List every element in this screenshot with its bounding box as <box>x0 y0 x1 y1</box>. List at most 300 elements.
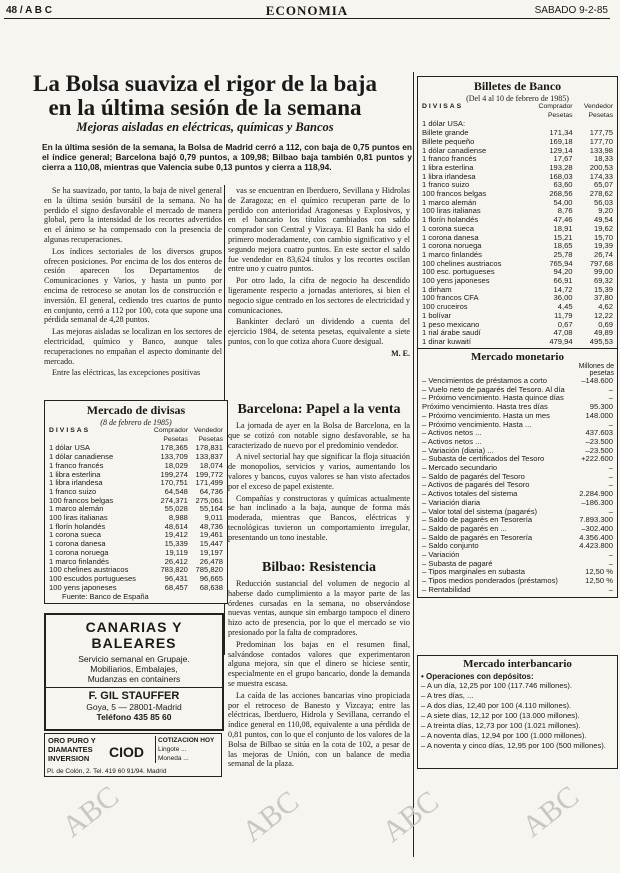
row-label: 1 corona sueca <box>49 531 101 540</box>
row-value: 47,08 <box>553 329 573 338</box>
ad-title-2: BALEARES <box>91 635 177 651</box>
paragraph: Las mejoras aisladas se localizan en los sectores de electricidad, químico y Banco, aunque tales recuperaciones no empañan el aspecto dominante del mercado. <box>44 327 222 366</box>
row-label: 100 escudos portugueses <box>49 574 136 583</box>
row-value: 19,62 <box>593 224 613 233</box>
table-row <box>48 523 224 532</box>
watermark: ABC <box>376 784 445 849</box>
row-value: 18,029 <box>164 461 188 470</box>
row-label: – Variación (diaria) ... <box>422 446 494 455</box>
interbancario-box <box>417 655 618 769</box>
table-row <box>421 216 614 225</box>
row-value: – <box>608 464 613 473</box>
row-value: 8,76 <box>557 207 573 216</box>
list-item: – A un día, 12,25 por 100 (117.746 millones). <box>421 681 572 690</box>
table-row <box>421 138 614 147</box>
row-label: – Variación diaria <box>422 498 481 507</box>
row-value: 69,32 <box>593 277 613 286</box>
row-label: – Valor total del sistema (pagarés) <box>422 507 538 516</box>
table-row <box>48 566 224 575</box>
row-label: 1 franco francés <box>49 461 104 470</box>
list-item: – A tres días, ... <box>421 691 474 700</box>
table-row <box>421 534 614 543</box>
table-row <box>421 525 614 534</box>
lead-paragraph: En la última sesión de la semana, la Bolsa de Madrid cerró a 112, con baja de 0,75 puntos en el índice general; Barcelona bajó 0,79 puntos, a 109,98; Bilbao baja también 0,81 puntos y cierra a 110,08, mientras que Valencia sube 0,13 puntos y cierra a 118,94. <box>42 142 412 172</box>
row-value: 133,98 <box>589 146 613 155</box>
row-label: 100 yens japoneses <box>49 583 117 592</box>
row-label: 1 franco suizo <box>49 487 97 496</box>
ad-line: Mudanzas en containers <box>87 674 181 684</box>
row-value: 26,412 <box>164 557 188 566</box>
row-value: 96,431 <box>164 574 188 583</box>
row-label: 100 francos belgas <box>49 496 114 505</box>
paragraph: Por otro lado, la cifra de negocio ha descendido ligeramente respecto a jornadas anteriores, si bien el negocio sigue centrado en los sectores de electricidad y comunicaciones. <box>228 276 410 315</box>
row-value: 148.000 <box>585 411 613 420</box>
row-value: 63,60 <box>553 181 573 190</box>
row-label: Billete pequeño <box>422 137 475 146</box>
table-row <box>421 386 614 395</box>
table-row <box>48 558 224 567</box>
table-row <box>421 294 614 303</box>
table-row <box>421 438 614 447</box>
row-label: – Subasta de pagaré <box>422 559 493 568</box>
row-value: 199,274 <box>160 470 188 479</box>
table-row <box>421 568 614 577</box>
paragraph: Se ha suavizado, por tanto, la baja de nivel general en la última sesión bursátil de la semana. No ha perdido el signo desfavorable el mercado de manera global, pero la intensidad de los recortes advertidos en el ánimo se ha compensado con la presencia de algunas recuperaciones. <box>44 186 222 244</box>
ad-address: Goya, 5 — 28001-Madrid <box>86 702 182 712</box>
row-label: 1 libra irlandesa <box>422 172 476 181</box>
table-row <box>421 481 614 490</box>
billetes-table <box>421 103 614 347</box>
cot-line: Lingote ... <box>158 746 187 753</box>
row-label: 1 corona sueca <box>422 224 474 233</box>
ad-line: Servicio semanal en Grupaje. <box>78 654 190 664</box>
row-label: 1 corona noruega <box>49 548 109 557</box>
row-value: 11,79 <box>554 311 573 320</box>
row-label: – Vencimientos de préstamos a corto <box>422 377 547 385</box>
barcelona-section <box>228 402 410 545</box>
row-label: – Saldo conjunto <box>422 542 479 551</box>
row-value: 4.423.800 <box>579 542 613 551</box>
row-label: 1 dólar canadiense <box>49 453 114 462</box>
table-row <box>48 479 224 488</box>
row-label: – Rentabilidad <box>422 585 471 594</box>
interbancario-title: Mercado interbancario <box>463 658 572 670</box>
oro-line: INVERSION <box>48 754 90 763</box>
table-row <box>421 164 614 173</box>
oro-line: ORO PURO Y <box>48 736 96 745</box>
table-row <box>48 462 224 471</box>
row-value: 12,50 % <box>585 568 613 577</box>
row-label: 1 corona noruega <box>422 242 482 251</box>
row-value <box>574 120 614 129</box>
paragraph: Reducción sustancial del volumen de negocio al haberse dado cumplimiento a la mayor parte de las órdenes cursadas en la semana, no observándose nuevas ventas, aunque sin embargo tampoco el dinero hizo acto de presencia, por lo que el mercado se vio presionado por la falta de compradores. <box>228 579 410 637</box>
table-row <box>48 584 224 593</box>
watermark: ABC <box>236 784 305 849</box>
page-header <box>4 4 610 19</box>
row-label: 1 florín holandés <box>422 216 479 225</box>
row-value: 19,461 <box>199 531 223 540</box>
row-value: 4,62 <box>598 303 613 312</box>
row-label: 100 chelines austriacos <box>49 566 129 575</box>
table-row <box>421 421 614 430</box>
article-column-1 <box>44 186 222 380</box>
row-value: 15,447 <box>199 540 223 549</box>
paragraph: Los índices sectoriales de los diversos grupos ofrecen posiciones. Por encima de los dos enteros de cesión aparecen los Departamentos de Comunicaciones y Varios, y hasta un punto por encima de retroceso se anotan los de construcción e inversión. El general, cediendo tres cuartos de punto en conjunto, cerró a 112 por 100, cota que supone una pérdida semanal de 4,28 puntos. <box>44 246 222 325</box>
row-value: 95.300 <box>589 403 613 412</box>
row-value: 15,39 <box>593 285 613 294</box>
row-label: 1 dólar USA <box>49 444 90 453</box>
row-label: 100 chelines austriacos <box>422 259 502 268</box>
row-value: 274,371 <box>160 496 188 505</box>
table-row <box>421 321 614 330</box>
row-value: 797,68 <box>589 259 613 268</box>
row-value: 14,72 <box>553 285 573 294</box>
billetes-subtitle: (Del 4 al 10 de febrero de 1985) <box>466 94 569 103</box>
col-sell: Vendedor <box>193 427 223 434</box>
ad-phone: Teléfono 435 85 60 <box>96 712 172 722</box>
row-label: 1 libra irlandesa <box>49 479 103 488</box>
row-value: 177,70 <box>589 137 613 146</box>
row-label: – Próximo vencimiento. Hasta quince días <box>422 394 564 403</box>
bilbao-title: Bilbao: Resistencia <box>262 560 376 575</box>
table-row <box>421 508 614 517</box>
row-value: – <box>608 551 613 560</box>
paragraph: La caída de las acciones bancarias vino propiciada por el retroceso de Banesto y Vizcaya; entre las eléctricas, Iberduero, Hidrola y Sevillana, cerrando el índice general en 110,08, equivalente a una pérdida de 0,81 puntos, con lo que el conjunto de los valores de la Bolsa de Bilbao se sitúa en la cota de 102, a pesar de las mejoras de Unión, con un balance de media semanal de la plaza. <box>228 690 410 769</box>
row-value: 171,34 <box>549 129 573 138</box>
row-value: 169,18 <box>549 137 573 146</box>
row-label: Billete grande <box>422 129 469 138</box>
barcelona-title: Barcelona: Papel a la venta <box>237 402 401 417</box>
table-row <box>421 207 614 216</box>
row-value: 68,457 <box>164 583 188 592</box>
table-row <box>421 242 614 251</box>
row-label: – Mercado secundario <box>422 464 498 473</box>
table-row <box>48 488 224 497</box>
table-row <box>421 181 614 190</box>
row-value: 48,614 <box>164 522 188 531</box>
list-item: – A siete días, 12,12 por 100 (13.000 millones). <box>421 711 580 720</box>
row-value: 133,837 <box>195 453 223 462</box>
row-value: +222.600 <box>581 455 613 464</box>
page-date: SABADO 9-2-85 <box>534 5 608 16</box>
table-row <box>421 455 614 464</box>
row-value: 4.356.400 <box>579 533 613 542</box>
row-value: 65,07 <box>593 181 613 190</box>
row-value: 18,65 <box>553 242 573 251</box>
row-value: 19,197 <box>199 548 223 557</box>
row-label: – Saldo de pagarés en ... <box>422 524 507 533</box>
headline-line-2: en la última sesión de la semana <box>48 95 362 120</box>
row-value: 19,39 <box>593 242 613 251</box>
row-value: 170,751 <box>160 479 188 488</box>
row-label: – Activos netos ... <box>422 437 482 446</box>
billetes-box <box>417 76 618 350</box>
monetario-title: Mercado monetario <box>471 351 564 363</box>
row-value: 200,53 <box>589 163 613 172</box>
list-item: – A noventa y cinco días, 12,95 por 100 (500 millones). <box>421 741 606 750</box>
row-label: – Subasta de certificados del Tesoro <box>422 455 545 464</box>
row-value: 0,69 <box>598 320 613 329</box>
headline-block <box>30 72 380 120</box>
cot-title: COTIZACION HOY <box>158 737 215 744</box>
oro-footer: Pl. de Colón, 2. Tel. 419 60 91/94. Madrid <box>47 768 167 775</box>
row-label: 1 corona danesa <box>422 233 479 242</box>
row-label: 1 dinar kuwaití <box>422 337 471 346</box>
row-label: – Vuelo neto de pagarés del Tesoro. Al día <box>422 385 565 394</box>
row-value: 278,62 <box>589 190 613 199</box>
ciod-logo: CIOD <box>109 744 144 760</box>
row-label: 1 libra esterlina <box>49 470 101 479</box>
row-label: – Activos totales del sistema <box>422 490 518 499</box>
row-value: 56,03 <box>593 198 613 207</box>
table-row <box>421 394 614 403</box>
subheadline: Mejoras aisladas en eléctricas, químicas y Bancos <box>76 120 334 134</box>
row-label: 1 franco suizo <box>422 181 470 190</box>
row-value: 129,14 <box>549 146 573 155</box>
table-row <box>48 444 224 453</box>
row-value <box>527 120 574 129</box>
row-value: 54,00 <box>553 198 573 207</box>
row-value: 36,00 <box>553 294 573 303</box>
table-row <box>421 329 614 338</box>
col-unit: Pesetas <box>547 111 573 119</box>
table-row <box>48 531 224 540</box>
table-row <box>421 303 614 312</box>
row-label: – Saldo de pagarés en Tesorería <box>422 516 533 525</box>
row-label: – Saldo de pagarés del Tesoro <box>422 472 525 481</box>
table-row <box>421 551 614 560</box>
section-title: ECONOMIA <box>265 3 349 18</box>
row-value: 17,67 <box>553 155 573 164</box>
paragraph: A nivel sectorial hay que significar la floja situación de monopolios, servicios y varios, aumentando los valores y bancos, cuyos valores se han visto afectados por el exceso de papel existente. <box>228 452 410 491</box>
row-label: – Activos netos ... <box>422 429 482 438</box>
row-value: 49,54 <box>593 216 613 225</box>
divisas-title: Mercado de divisas <box>86 403 186 417</box>
cot-line: Moneda ... <box>158 755 189 762</box>
canarias-ad <box>44 613 224 731</box>
table-row <box>48 453 224 462</box>
row-label: 100 cruceiros <box>422 303 468 312</box>
row-value: 66,91 <box>553 277 573 286</box>
row-value: 15,70 <box>593 233 613 242</box>
table-row <box>421 577 614 586</box>
monetario-unit: Millones de pesetas <box>578 363 614 377</box>
row-label: – Tipos medios ponderados (préstamos) <box>422 577 558 586</box>
row-value: 26,478 <box>199 557 223 566</box>
col-buy: Comprador <box>538 103 573 110</box>
row-value: 0,67 <box>557 320 573 329</box>
col-unit: Pesetas <box>198 435 223 443</box>
row-value: 168,03 <box>549 172 573 181</box>
col-label: DIVISAS <box>422 103 464 110</box>
table-row <box>421 312 614 321</box>
row-value: 94,20 <box>553 268 573 277</box>
table-row <box>421 120 614 129</box>
row-value: 15,21 <box>553 233 573 242</box>
row-value: 15,339 <box>164 540 188 549</box>
table-row <box>48 514 224 523</box>
ad-title-1: CANARIAS Y <box>85 619 183 635</box>
table-row <box>421 260 614 269</box>
divisas-box <box>44 400 228 604</box>
row-value: 49,89 <box>593 329 613 338</box>
row-value: 4,45 <box>557 303 573 312</box>
oro-line: DIAMANTES <box>48 745 93 754</box>
row-label: 1 dirham <box>422 285 452 294</box>
row-value: 2.284.900 <box>579 490 613 499</box>
row-value: –148.600 <box>581 377 613 385</box>
row-value: 193,28 <box>549 163 573 172</box>
row-value: 177,75 <box>589 129 613 138</box>
row-label: 1 marco finlandés <box>49 557 109 566</box>
row-label: 100 francos belgas <box>422 190 487 199</box>
table-row <box>421 542 614 551</box>
table-row <box>421 447 614 456</box>
row-value: – <box>608 585 613 594</box>
row-label: 1 marco finlandés <box>422 250 482 259</box>
row-label: 1 marco alemán <box>422 198 477 207</box>
signature: M. E. <box>391 348 410 358</box>
row-value: 18,074 <box>199 461 223 470</box>
table-row <box>48 540 224 549</box>
row-value: 25,78 <box>553 250 573 259</box>
row-value: 68,638 <box>199 583 223 592</box>
row-value: – <box>608 394 613 403</box>
table-row <box>421 473 614 482</box>
row-label: 1 corona danesa <box>49 540 106 549</box>
col-unit: Pesetas <box>588 111 613 119</box>
table-row <box>421 155 614 164</box>
table-row <box>421 129 614 138</box>
row-label: 1 dólar USA: <box>422 120 466 129</box>
table-row <box>48 471 224 480</box>
row-value: 765,94 <box>549 259 573 268</box>
row-label: 100 francos CFA <box>422 294 479 303</box>
row-value: 9,011 <box>204 514 223 523</box>
row-value: 8,988 <box>168 514 188 523</box>
table-row <box>421 560 614 569</box>
watermark: ABC <box>56 779 125 844</box>
table-row <box>421 286 614 295</box>
row-value: 19,412 <box>164 531 188 540</box>
row-value: –23.500 <box>585 446 613 455</box>
column-divider <box>413 72 414 857</box>
table-row <box>48 505 224 514</box>
col-buy: Comprador <box>153 427 188 434</box>
table-row <box>421 412 614 421</box>
article-column-2 <box>228 186 410 359</box>
table-row <box>421 338 614 347</box>
row-value: –23.500 <box>585 437 613 446</box>
billetes-title: Billetes de Banco <box>473 79 562 93</box>
row-value: 55,028 <box>164 505 188 514</box>
row-value: –302.400 <box>581 524 613 533</box>
row-label: 1 dólar canadiense <box>422 146 487 155</box>
row-value: 171,499 <box>195 479 223 488</box>
row-label: – Próximo vencimiento. Hasta ... <box>422 420 532 429</box>
row-value: 48,736 <box>199 522 223 531</box>
paragraph: Entre las eléctricas, las excepciones positivas <box>52 368 201 378</box>
paragraph: vas se encuentran en Iberduero, Sevillana y Hidrolas de Zaragoza; en el químico recuperan parte de lo perdido con anterioridad Aragonesas y Explosivos, y en el bancario los títulos cambiados con saldo comprador son Central y Vizcaya. El Bank ha sido el primero moderadamente, con cambio significativo y el segundo mejora cuatro puntos. En este sector el saldo fue vendedor en 83,624 títulos y los recortes oscilan entre uno y cuatro puntos. <box>228 186 410 274</box>
table-row <box>48 575 224 584</box>
divisas-table <box>48 427 224 592</box>
ad-line: Mobiliarios, Embalajes, <box>90 664 178 674</box>
table-row <box>421 173 614 182</box>
list-item: – A dos días, 12,40 por 100 (4.110 millones). <box>421 701 572 710</box>
monetario-box <box>417 348 618 598</box>
row-value: 12,22 <box>593 311 613 320</box>
row-value: 178,365 <box>160 444 188 453</box>
col-label: DIVISAS <box>49 427 91 434</box>
row-value: – <box>608 559 613 568</box>
row-value: 18,91 <box>553 224 573 233</box>
interbancario-intro: • Operaciones con depósitos: <box>421 672 534 681</box>
row-value: 783,820 <box>160 566 188 575</box>
watermark: ABC <box>516 779 585 844</box>
table-row <box>421 464 614 473</box>
row-value: 479,94 <box>549 337 573 346</box>
table-row <box>421 516 614 525</box>
page-number: 48 / A B C <box>6 5 52 16</box>
row-value: 64,548 <box>164 487 188 496</box>
row-label: 1 franco francés <box>422 155 477 164</box>
row-value: 199,772 <box>195 470 223 479</box>
ad-company: F. GIL STAUFFER <box>46 687 222 702</box>
row-label: 1 marco alemán <box>49 505 104 514</box>
row-value: 785,820 <box>195 566 223 575</box>
row-value: 275,061 <box>195 496 223 505</box>
paragraph: Predominan los bajas en el resumen final, salvándose contados valores que experimentaron alguna mejora, sin que el dinero se hiciese sentir, especialmente en el grupo bancario, donde la demanda se muestra escasa. <box>228 639 410 688</box>
row-label: – Variación <box>422 551 460 560</box>
row-value: 37,80 <box>593 294 613 303</box>
paragraph: Bankinter declaró un dividendo a cuenta del ejercicio 1984, de setenta pesetas, equivalente a siete puntos, con lo que cotiza ahora Cuore desigual. <box>228 317 410 346</box>
row-value: 268,56 <box>549 190 573 199</box>
row-value: – <box>608 385 613 394</box>
row-value: 99,00 <box>593 268 613 277</box>
table-row <box>421 190 614 199</box>
row-label: 1 rial árabe saudí <box>422 329 481 338</box>
row-value: – <box>608 507 613 516</box>
row-value: 47,46 <box>553 216 573 225</box>
paragraph: Compañías y constructoras y químicas actualmente se han inclinado a la baja, aunque de forma más moderada, mientras que Bancos, eléctricas y tecnológicas tuvieron un comportamiento irregular, presentando un tono inestable. <box>228 493 410 542</box>
table-row <box>421 199 614 208</box>
row-value: 12,50 % <box>585 577 613 586</box>
table-row <box>421 225 614 234</box>
row-label: – Tipos marginales en subasta <box>422 568 525 577</box>
divisas-subtitle: (8 de febrero de 1985) <box>100 418 172 427</box>
table-row <box>421 234 614 243</box>
row-value: – <box>608 420 613 429</box>
monetario-table <box>421 377 614 595</box>
row-label: 100 liras italianas <box>422 207 481 216</box>
row-value: –186.300 <box>581 498 613 507</box>
table-row <box>421 429 614 438</box>
table-row <box>48 549 224 558</box>
row-label: – Activos de pagarés del Tesoro <box>422 481 530 490</box>
row-label: Próximo vencimiento. Hasta tres días <box>422 403 548 412</box>
table-row <box>421 377 614 386</box>
row-value: 64,736 <box>199 487 223 496</box>
row-label: 1 peso mexicano <box>422 320 480 329</box>
bilbao-section <box>228 560 410 771</box>
row-label: 100 esc. portugueses <box>422 268 495 277</box>
row-label: 1 bolívar <box>422 311 452 320</box>
row-value: 174,33 <box>589 172 613 181</box>
table-row <box>48 497 224 506</box>
headline-line-1: La Bolsa suaviza el rigor de la baja <box>33 71 377 96</box>
col-unit: Pesetas <box>163 435 188 443</box>
row-label: 100 yens japoneses <box>422 277 490 286</box>
